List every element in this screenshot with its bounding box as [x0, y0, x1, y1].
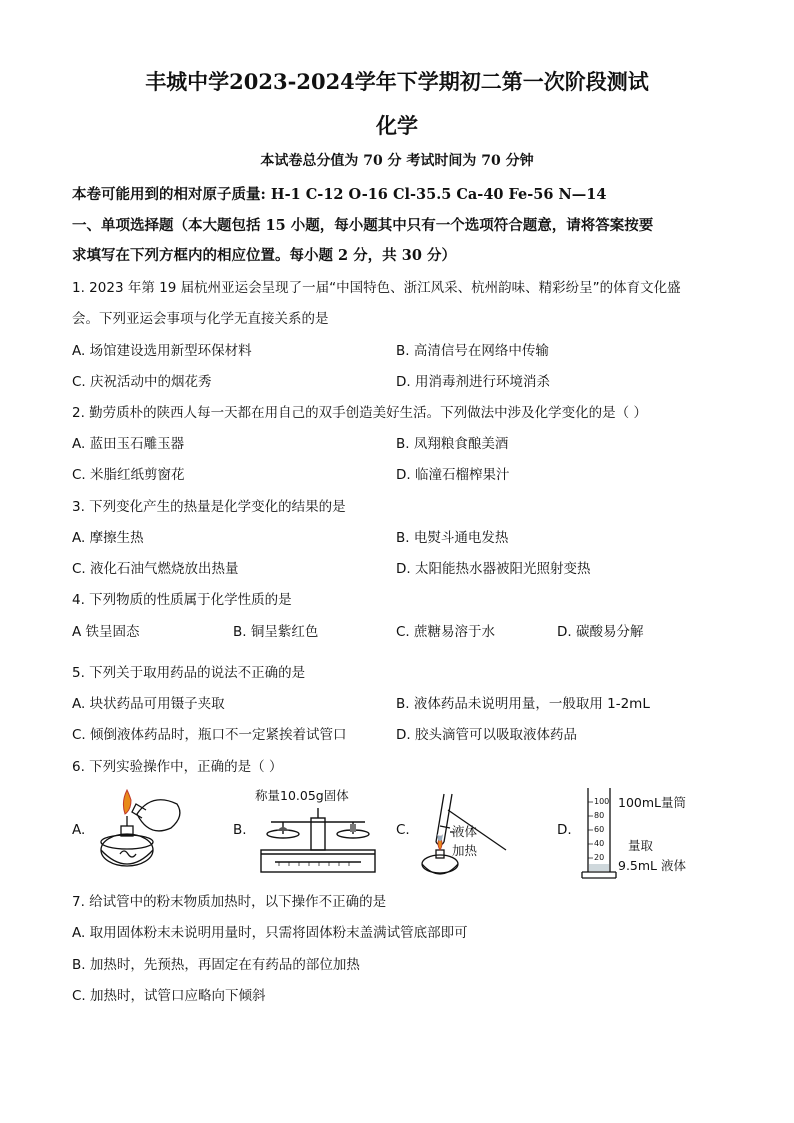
q1-option-d: D. 用消毒剂进行环境消杀 — [396, 374, 550, 390]
q4-option-b: B. 铜呈紫红色 — [233, 624, 319, 640]
exam-info: 本试卷总分值为 70 分 考试时间为 70 分钟 — [260, 153, 534, 169]
q2-option-a: A. 蓝田玉石雕玉器 — [72, 436, 185, 452]
q4-option-a: A 铁呈固态 — [72, 624, 140, 640]
q3-stem: 3. 下列变化产生的热量是化学变化的结果的是 — [72, 499, 346, 515]
cylinder-tick-60: 60 — [594, 825, 605, 834]
section-heading-cont: 求填写在下列方框内的相应位置。每小题 2 分，共 30 分） — [72, 247, 456, 264]
q6-d-caption-measure: 量取 — [628, 838, 654, 853]
q3-option-c: C. 液化石油气燃烧放出热量 — [72, 561, 239, 577]
q1-option-b: B. 高清信号在网络中传输 — [396, 343, 549, 359]
q6-stem: 6. 下列实验操作中，正确的是（ ） — [72, 759, 283, 775]
q6-option-b: B. — [233, 822, 247, 838]
q6-d-caption-cylinder: 100mL量筒 — [618, 795, 686, 810]
q4-option-c: C. 蔗糖易溶于水 — [396, 624, 496, 640]
q7-option-c: C. 加热时，试管口应略向下倾斜 — [72, 988, 266, 1004]
q5-stem: 5. 下列关于取用药品的说法不正确的是 — [72, 665, 306, 681]
q4-option-d: D. 碳酸易分解 — [557, 624, 644, 640]
q1-stem-cont: 会。下列亚运会事项与化学无直接关系的是 — [72, 311, 329, 327]
q3-option-d: D. 太阳能热水器被阳光照射变热 — [396, 561, 591, 577]
q7-option-a: A. 取用固体粉末未说明用量时，只需将固体粉末盖满试管底部即可 — [72, 925, 468, 941]
q5-option-d: D. 胶头滴管可以吸取液体药品 — [396, 727, 577, 743]
q7-option-b: B. 加热时，先预热，再固定在有药品的部位加热 — [72, 957, 360, 973]
q2-stem: 2. 勤劳质朴的陕西人每一天都在用自己的双手创造美好生活。下列做法中涉及化学变化的是（ ） — [72, 405, 647, 421]
q3-option-a: A. 摩擦生热 — [72, 530, 144, 546]
q1-option-a: A. 场馆建设选用新型环保材料 — [72, 343, 252, 359]
q5-option-a: A. 块状药品可用镊子夹取 — [72, 696, 225, 712]
q1-option-c: C. 庆祝活动中的烟花秀 — [72, 374, 212, 390]
cylinder-tick-100: 100 — [594, 797, 610, 806]
q5-option-b: B. 液体药品未说明用量，一般取用 1-2mL — [396, 696, 650, 712]
q6-c-caption-heat: 加热 — [452, 843, 478, 858]
section-heading: 一、单项选择题（本大题包括 15 小题，每小题其中只有一个选项符合题意，请将答案按要 — [72, 217, 654, 234]
alcohol-lamp-lighting-figure — [92, 784, 192, 876]
cylinder-tick-80: 80 — [594, 811, 605, 820]
q6-b-caption: 称量10.05g固体 — [255, 788, 349, 803]
subject-title: 化学 — [376, 113, 418, 138]
q6-option-c: C. — [396, 822, 410, 838]
q6-option-a: A. — [72, 822, 86, 838]
test-tube-heating-figure — [414, 786, 524, 878]
q2-option-d: D. 临潼石榴榨果汁 — [396, 467, 510, 483]
q2-option-c: C. 米脂红纸剪窗花 — [72, 467, 185, 483]
balance-figure — [255, 804, 381, 876]
q4-stem: 4. 下列物质的性质属于化学性质的是 — [72, 592, 292, 608]
exam-title: 丰城中学2023-2024学年下学期初二第一次阶段测试 — [145, 69, 649, 94]
q6-c-caption-liquid: 液体 — [452, 824, 478, 839]
cylinder-tick-20: 20 — [594, 853, 605, 862]
cylinder-tick-40: 40 — [594, 839, 605, 848]
q3-option-b: B. 电熨斗通电发热 — [396, 530, 509, 546]
atomic-masses: 本卷可能用到的相对原子质量: H-1 C-12 O-16 Cl-35.5 Ca-40 Fe-56 N—14 — [72, 186, 607, 203]
q5-option-c: C. 倾倒液体药品时，瓶口不一定紧挨着试管口 — [72, 727, 347, 743]
q1-stem: 1. 2023 年第 19 届杭州亚运会呈现了一届“中国特色、浙江风采、杭州韵味、精彩纷呈”的体育文化盛 — [72, 280, 681, 296]
q2-option-b: B. 凤翔粮食酿美酒 — [396, 436, 509, 452]
q6-d-caption-volume: 9.5mL 液体 — [618, 858, 686, 873]
q6-option-d: D. — [557, 822, 572, 838]
q7-stem: 7. 给试管中的粉末物质加热时，以下操作不正确的是 — [72, 894, 387, 910]
